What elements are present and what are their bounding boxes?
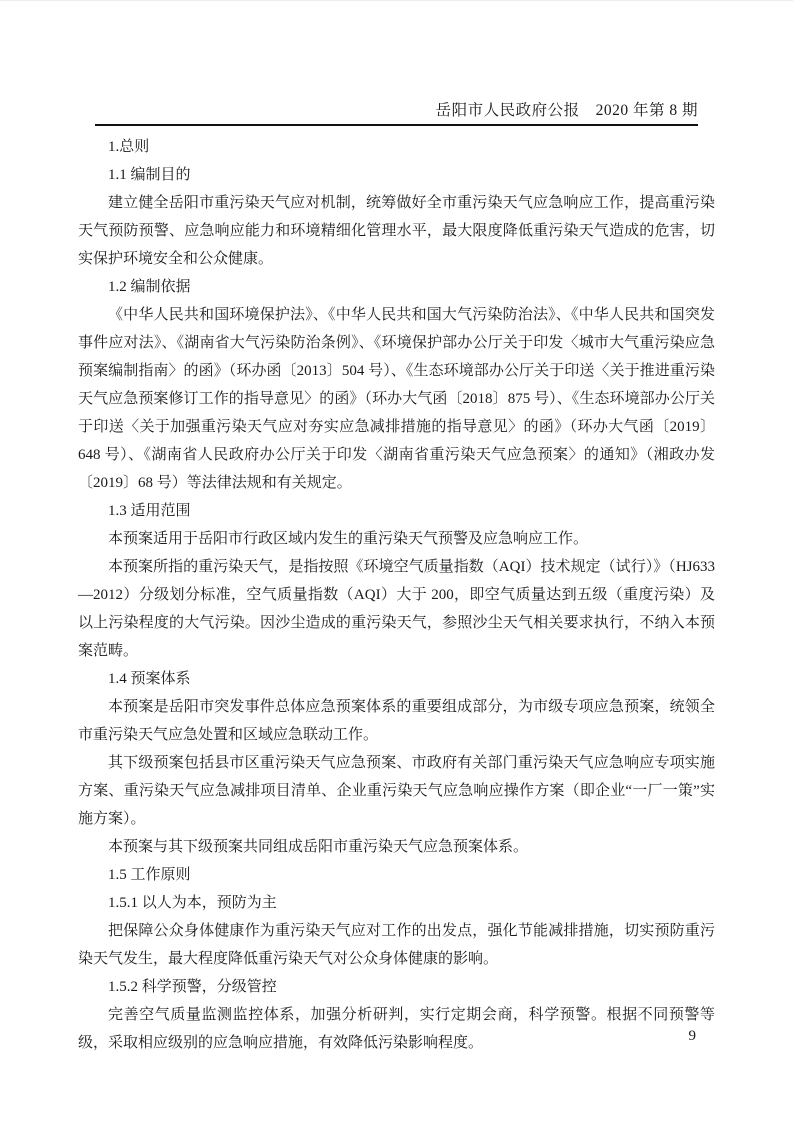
section-heading: 1.1 编制目的 — [108, 167, 191, 183]
body-paragraph: 《中华人民共和国环境保护法》、《中华人民共和国大气污染防治法》、《中华人民共和国突发事件应对法》、《湖南省大气污染防治条例》、《环境保护部办公厅关于印发〈城市大气重污染应急预案编制指南〉的函》（环办函〔2013〕504 号）、《生态环境部办公厅关于印送〈关于推进重污染天气应急预案修订工作的指导意见〉的函》（环办大气函〔2018〕875 号）、《生态环境部办公厅关于印送〈关于加强重污染天气应对夯实应急减排措施的指导意见〉的函》（环办大气函〔2019〕648 号）、《湖南省人民政府办公厅关于印发〈湖南省重污染天气应急预案〉的通知》（湘政办发〔2019〕68 号）等法律法规和有关规定。 — [78, 307, 715, 491]
section-heading: 1.4 预案体系 — [108, 671, 191, 687]
body-paragraph: 本预案所指的重污染天气，是指按照《环境空气质量指数（AQI）技术规定（试行）》（HJ633—2012）分级划分标准，空气质量指数（AQI）大于 200，即空气质量达到五级（重度污染）及以上污染程度的大气污染。因沙尘造成的重污染天气，参照沙尘天气相关要求执行，不纳入本预案范畴。 — [78, 559, 715, 659]
document-content — [78, 133, 715, 1057]
section-heading: 1.5.1 以人为本，预防为主 — [108, 895, 277, 911]
section-heading: 1.5 工作原则 — [108, 867, 191, 883]
page-footer — [95, 1027, 696, 1045]
gazette-header-title: 岳阳市人民政府公报 2020 年第 8 期 — [435, 102, 698, 119]
section-heading: 1.总则 — [108, 139, 150, 155]
body-paragraph: 完善空气质量监测监控体系，加强分析研判，实行定期会商，科学预警。根据不同预警等级，采取相应级别的应急响应措施，有效降低污染影响程度。 — [78, 1007, 715, 1051]
body-paragraph: 建立健全岳阳市重污染天气应对机制，统筹做好全市重污染天气应急响应工作，提高重污染天气预防预警、应急响应能力和环境精细化管理水平，最大限度降低重污染天气造成的危害，切实保护环境安全和公众健康。 — [78, 195, 715, 267]
body-paragraph: 本预案适用于岳阳市行政区域内发生的重污染天气预警及应急响应工作。 — [108, 531, 589, 547]
body-paragraph: 把保障公众身体健康作为重污染天气应对工作的出发点，强化节能减排措施，切实预防重污染天气发生，最大程度降低重污染天气对公众身体健康的影响。 — [78, 923, 715, 967]
section-heading: 1.3 适用范围 — [108, 503, 191, 519]
body-paragraph: 其下级预案包括县市区重污染天气应急预案、市政府有关部门重污染天气应急响应专项实施方案、重污染天气应急减排项目清单、企业重污染天气应急响应操作方案（即企业“一厂一策”实施方案）。 — [78, 755, 715, 827]
section-heading: 1.5.2 科学预警，分级管控 — [108, 979, 277, 995]
page-number: 9 — [688, 1028, 696, 1044]
body-paragraph: 本预案是岳阳市突发事件总体应急预案体系的重要组成部分，为市级专项应急预案，统领全市重污染天气应急处置和区域应急联动工作。 — [78, 699, 715, 743]
body-paragraph: 本预案与其下级预案共同组成岳阳市重污染天气应急预案体系。 — [108, 839, 529, 855]
running-header — [95, 1, 698, 126]
section-heading: 1.2 编制依据 — [108, 279, 191, 295]
